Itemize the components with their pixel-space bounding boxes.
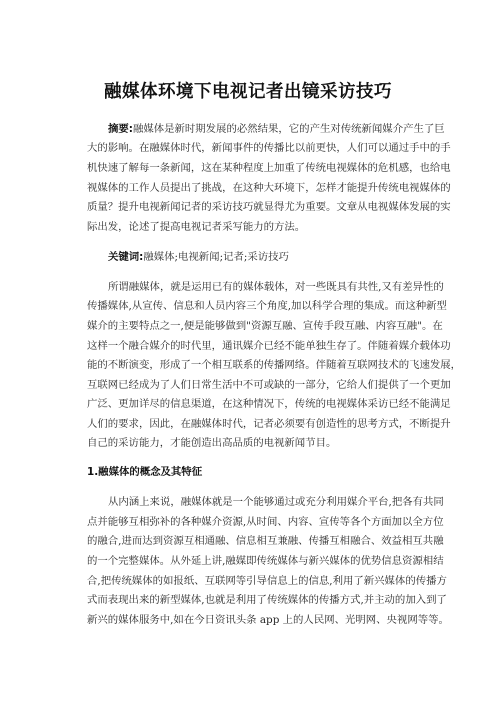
abstract-line-3: 机快速了解每一条新闻，这在某种程度上加重了传统电视媒体的危机感，也给电 (87, 162, 451, 174)
intro-line-4: 这样一个融合媒介的时代里，通讯媒介已经不能单独生存了。伴随着媒介载体功 (87, 340, 451, 352)
section1-line-2: 点并能够互相弥补的各种媒介资源,从时间、内容、宣传等各个方面加以全方位 (87, 516, 444, 528)
intro-line-9: 自己的采访能力，才能创造出高品质的电视新闻节目。 (87, 437, 337, 449)
intro-line-2: 传播媒体,从宣传、信息和人员内容三个角度,加以科学合理的集成。而这种新型 (87, 300, 447, 312)
abstract-line-4: 视媒体的工作人员提出了挑战，在这种大环境下，怎样才能提升传统电视媒体的 (87, 182, 451, 194)
intro-line-3: 媒介的主要特点之一,便是能够做到"资源互融、宣传手段互融、内容互融"。在 (87, 320, 443, 332)
abstract-line-5: 质量？提升电视新闻记者的采访技巧就显得尤为重要。文章从电视媒体发展的实 (87, 201, 451, 213)
section1-line-7: 新兴的媒体服务中,如在今日资讯头条 app 上的人民网、光明网、央视网等等。 (87, 614, 449, 626)
abstract-label: 摘要: (108, 123, 133, 135)
section1-line-4: 的一个完整媒体。从外延上讲,融媒即传统媒体与新兴媒体的优势信息资源相结 (87, 555, 444, 567)
keywords-line (108, 251, 289, 264)
section1-line-1: 从内涵上来说，融媒体就是一个能够通过或充分利用媒介平台,把各有共同 (108, 496, 444, 508)
section1-line-5: 合,把传统媒体的如报纸、互联网等引导信息上的信息,利用了新兴媒体的传播方 (87, 575, 447, 587)
abstract-line-1 (108, 123, 445, 136)
document-title: 融媒体环境下电视记者出镜采访技巧 (104, 82, 392, 102)
intro-line-6: 互联网已经成为了人们日常生活中不可或缺的一部分，它给人们提供了一个更加 (87, 379, 451, 391)
keywords-text: 融媒体;电视新闻;记者;采访技巧 (143, 251, 289, 263)
section1-line-3: 的融合,进而达到资源互相通融、信息相互兼融、传播互相融合、效益相互共融 (87, 535, 444, 547)
intro-line-8: 人们的要求，因此，在融媒体时代，记者必须要有创造性的思考方式，不断提升 (87, 418, 451, 430)
keywords-label: 关键词: (108, 251, 144, 263)
abstract-text: 融媒体是新时期发展的必然结果，它的产生对传统新闻媒介产生了巨 (132, 123, 445, 135)
abstract-line-6: 际出发，论述了提高电视记者采写能力的方法。 (87, 221, 306, 233)
intro-line-1: 所谓融媒体，就是运用已有的媒体载体，对一些既具有共性,又有差异性的 (108, 281, 444, 293)
intro-line-5: 能的不断演变，形成了一个相互联系的传播网络。伴随着互联网技术的飞速发展， (87, 359, 462, 371)
section1-line-6: 式而表现出来的新型媒体,也就是利用了传统媒体的传播方式,并主动的加入到了 (87, 594, 447, 606)
section-heading: 1.融媒体的概念及其特征 (87, 466, 203, 478)
intro-line-7: 广泛、更加详尽的信息渠道，在这种情况下，传统的电视媒体采访已经不能满足 (87, 398, 451, 410)
abstract-line-2: 大的影响。在融媒体时代，新闻事件的传播比以前更快，人们可以通过手中的手 (87, 142, 451, 154)
